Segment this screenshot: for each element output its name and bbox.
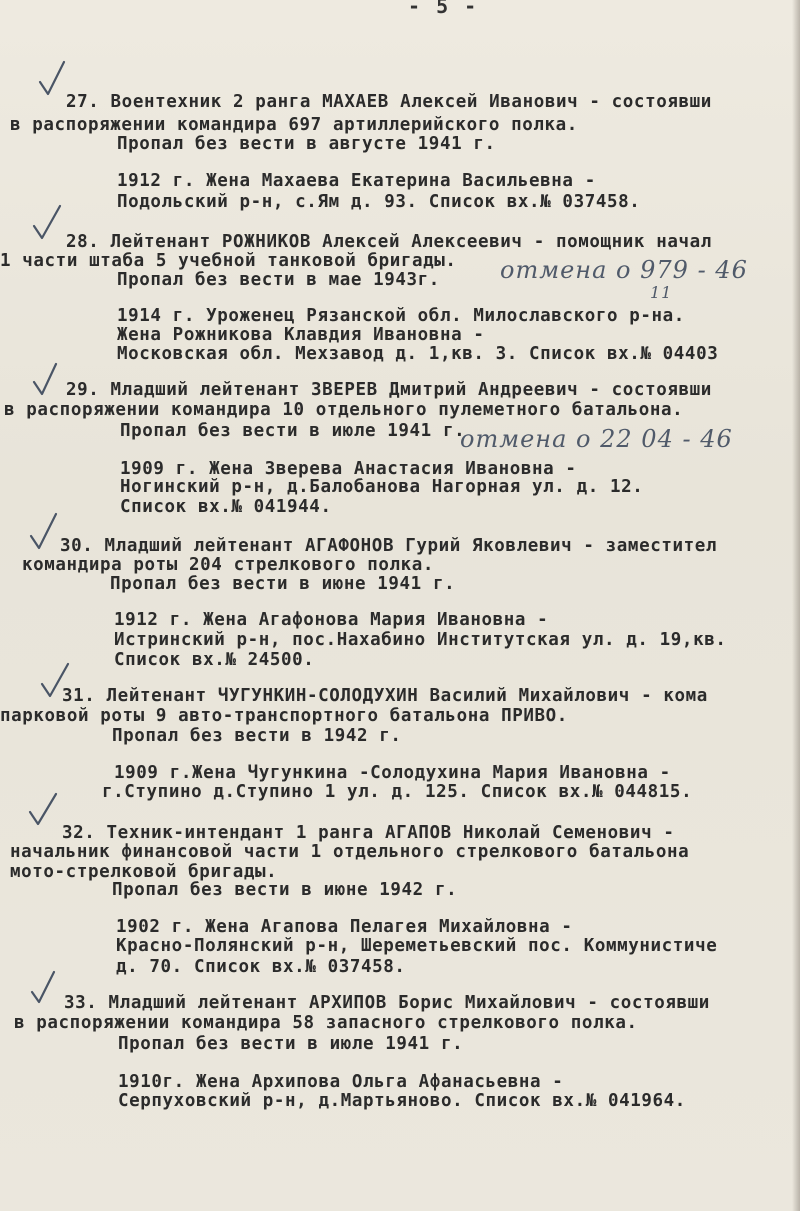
entry-30-line-5: Истринский р-н, пос.Нахабино Институтская ул. д. 19,кв. [114, 630, 727, 650]
entry-30-line-2: командира роты 204 стрелкового полка. [22, 555, 435, 575]
entry-28-line-6: Московская обл. Мехзавод д. 1,кв. 3. Список вх.№ 04403 [117, 344, 719, 364]
page-number: - 5 - [408, 0, 479, 18]
entry-31-line-5: г.Ступино д.Ступино 1 ул. д. 125. Список вх.№ 044815. [102, 782, 693, 802]
checkmark-icon [36, 60, 70, 100]
entry-28-line-4: 1914 г. Уроженец Рязанской обл. Милославского р-на. [117, 306, 685, 326]
entry-29-line-2: в распоряжении командира 10 отдельного пулеметного батальона. [4, 400, 684, 420]
entry-30-line-1: 30. Младший лейтенант АГАФОНОВ Гурий Яковлевич - заместител [60, 536, 718, 556]
entry-31-line-2: парковой роты 9 авто-транспортного батальона ПРИВО. [0, 706, 568, 726]
checkmark-icon [26, 790, 60, 830]
page-edge-shadow [792, 0, 800, 1211]
entry-29-line-5: Ногинский р-н, д.Балобанова Нагорная ул. д. 12. [120, 477, 644, 497]
entry-29-line-6: Список вх.№ 041944. [120, 497, 332, 517]
entry-31-line-3: Пропал без вести в 1942 г. [112, 726, 402, 746]
entry-32-line-6: Красно-Полянский р-н, Шереметьевский пос. Коммунистиче [116, 936, 718, 956]
entry-32-line-4: Пропал без вести в июне 1942 г. [112, 880, 458, 900]
entry-33-line-1: 33. Младший лейтенант АРХИПОВ Борис Михайлович - состоявши [64, 993, 710, 1013]
entry-32-line-7: д. 70. Список вх.№ 037458. [116, 957, 406, 977]
entry-30-line-4: 1912 г. Жена Агафонова Мария Ивановна - [114, 610, 549, 630]
handwritten-annotation: отмена о 22 04 - 46 [460, 425, 733, 453]
entry-32-line-2: начальник финансовой части 1 отдельного стрелкового батальона [10, 842, 690, 862]
checkmark-icon [30, 362, 64, 402]
entry-30-line-3: Пропал без вести в июне 1941 г. [110, 574, 456, 594]
entry-29-line-1: 29. Младший лейтенант ЗВЕРЕВ Дмитрий Андреевич - состоявши [66, 380, 712, 400]
checkmark-icon [28, 512, 62, 552]
entry-32-line-1: 32. Техник-интендант 1 ранга АГАПОВ Николай Семенович - [62, 823, 675, 843]
entry-28-line-3: Пропал без вести в мае 1943г. [117, 270, 440, 290]
entry-31-line-4: 1909 г.Жена Чугункина -Солодухина Мария Ивановна - [114, 763, 671, 783]
entry-28-line-2: 1 части штаба 5 учебной танковой бригады. [0, 251, 457, 271]
entry-31-line-1: 31. Лейтенант ЧУГУНКИН-СОЛОДУХИН Василий Михайлович - кома [62, 686, 708, 706]
entry-33-line-5: Серпуховский р-н, д.Мартьяново. Список вх.№ 041964. [118, 1091, 686, 1111]
entry-27-line-4: 1912 г. Жена Махаева Екатерина Васильевна - [117, 171, 596, 191]
entry-27-line-5: Подольский р-н, с.Ям д. 93. Список вх.№ 037458. [117, 192, 641, 212]
entry-29-line-4: 1909 г. Жена Зверева Анастасия Ивановна - [120, 459, 577, 479]
entry-33-line-2: в распоряжении командира 58 запасного стрелкового полка. [14, 1013, 638, 1033]
entry-33-line-4: 1910г. Жена Архипова Ольга Афанасьевна - [118, 1072, 564, 1092]
handwritten-annotation-sub: 11 [650, 283, 673, 302]
entry-27-line-1: 27. Воентехник 2 ранга МАХАЕВ Алексей Иванович - состоявши [66, 92, 712, 112]
checkmark-icon [28, 970, 62, 1010]
entry-28-line-1: 28. Лейтенант РОЖНИКОВ Алексей Алексеевич - помощник начал [66, 232, 712, 252]
entry-28-line-5: Жена Рожникова Клавдия Ивановна - [117, 325, 485, 345]
entry-32-line-3: мото-стрелковой бригады. [10, 862, 278, 882]
entry-30-line-6: Список вх.№ 24500. [114, 650, 315, 670]
entry-33-line-3: Пропал без вести в июле 1941 г. [118, 1034, 464, 1054]
handwritten-annotation: отмена о 979 - 46 [500, 256, 748, 284]
checkmark-icon [30, 202, 64, 242]
entry-27-line-3: Пропал без вести в августе 1941 г. [117, 134, 496, 154]
entry-32-line-5: 1902 г. Жена Агапова Пелагея Михайловна - [116, 917, 573, 937]
entry-29-line-3: Пропал без вести в июле 1941 г. [120, 421, 466, 441]
entry-27-line-2: в распоряжении командира 697 артиллерийского полка. [10, 115, 578, 135]
